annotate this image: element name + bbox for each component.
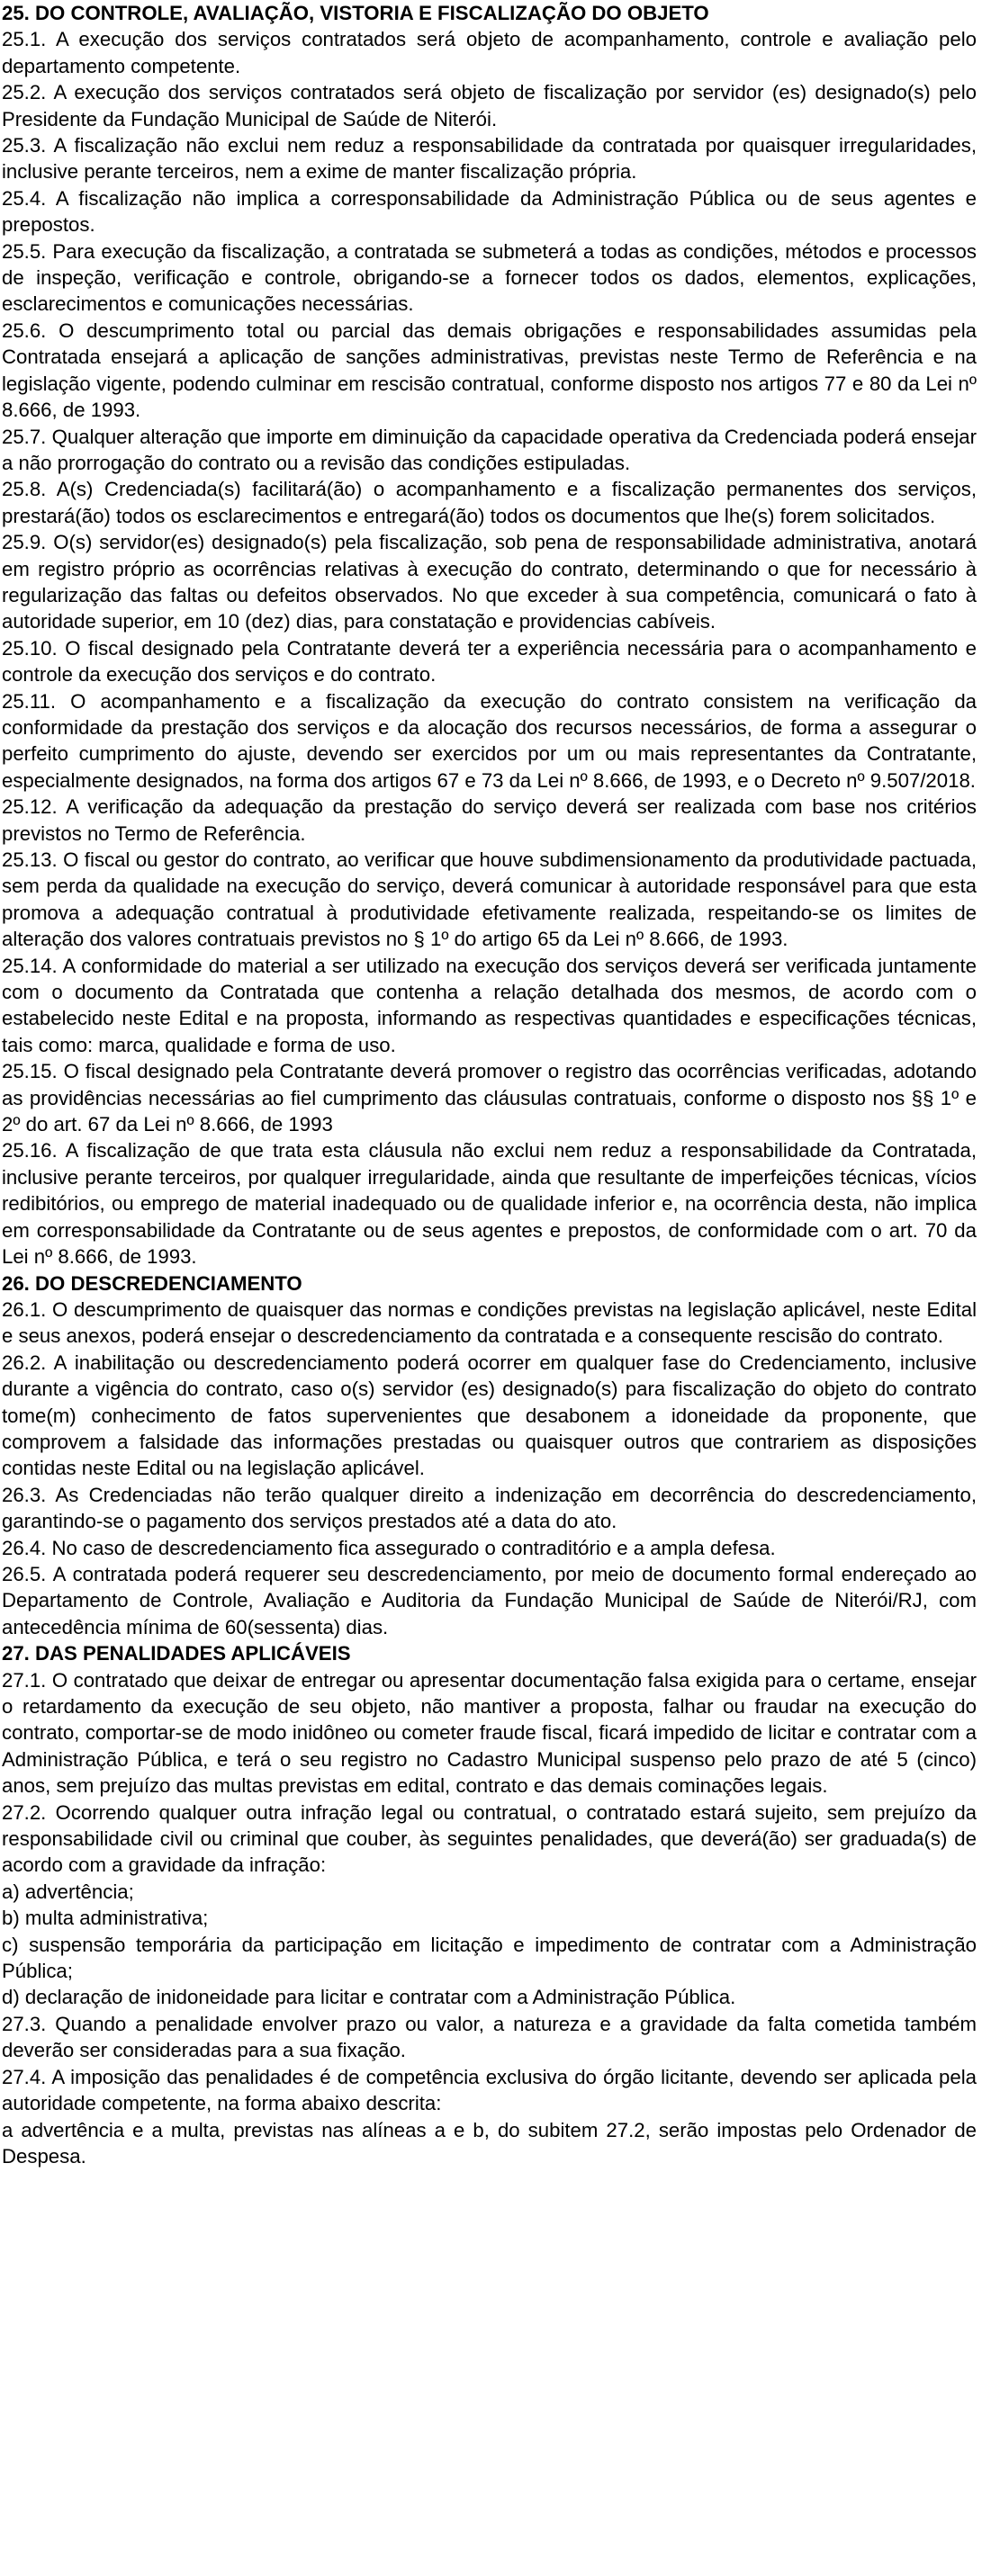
paragraph: 25.5. Para execução da fiscalização, a contratada se submeterá a todas as condições, métodos e processos de inspeção, verificação e controle, obrigando-se a fornecer todos os dados, elementos, explicações, esclarecimentos e comunicações necessárias. xyxy=(2,239,977,316)
paragraph: 27.2. Ocorrendo qualquer outra infração legal ou contratual, o contratado estará sujeito, sem prejuízo da responsabilidade civil ou criminal que couber, às seguintes penalidades, que deverá(ão) ser graduada(s) de acordo com a gravidade da infração: xyxy=(2,1800,977,1877)
paragraph: 26.4. No caso de descredenciamento fica assegurado o contraditório e a ampla defesa. xyxy=(2,1536,776,1559)
paragraph: 26.5. A contratada poderá requerer seu descredenciamento, por meio de documento formal endereçado ao Departamento de Controle, Avaliação e Auditoria da Fundação Municipal de Saúde de Niterói/RJ, com antecedência mínima de 60(sessenta) dias. xyxy=(2,1562,977,1638)
paragraph: a advertência e a multa, previstas nas alíneas a e b, do subitem 27.2, serão impostas pelo Ordenador de Despesa. xyxy=(2,2118,977,2168)
list-item: d) declaração de inidoneidade para licitar e contratar com a Administração Pública. xyxy=(2,1986,736,2009)
paragraph: 25.13. O fiscal ou gestor do contrato, ao verificar que houve subdimensionamento da produtividade pactuada, sem perda da qualidade na execução do serviço, deverá comunicar à autoridade responsável para que esta promova a adequação contratual à produtividade efetivamente realizada, respeitando-se os limites de alteração dos valores contratuais previstos no § 1º do artigo 65 da Lei nº 8.666, de 1993. xyxy=(2,848,977,951)
paragraph: 25.3. A fiscalização não exclui nem reduz a responsabilidade da contratada por quaisquer irregularidades, inclusive perante terceiros, nem a exime de manter fiscalização própria. xyxy=(2,134,977,184)
list-item: b) multa administrativa; xyxy=(2,1907,209,1930)
paragraph: 25.7. Qualquer alteração que importe em diminuição da capacidade operativa da Credenciada poderá ensejar a não prorrogação do contrato ou a revisão das condições estipuladas. xyxy=(2,425,977,474)
paragraph: 27.3. Quando a penalidade envolver prazo ou valor, a natureza e a gravidade da falta cometida também deverão ser consideradas para a sua fixação. xyxy=(2,2012,977,2062)
paragraph: 25.16. A fiscalização de que trata esta cláusula não exclui nem reduz a responsabilidade da Contratada, inclusive perante terceiros, por qualquer irregularidade, ainda que resultante de imperfeições técnicas, vícios redibitórios, ou emprego de material inadequado ou de qualidade inferior e, na ocorrência desta, não implica em corresponsabilidade da Contratante ou de seus agentes e prepostos, de conformidade com o art. 70 da Lei nº 8.666, de 1993. xyxy=(2,1139,977,1269)
paragraph: 25.1. A execução dos serviços contratados será objeto de acompanhamento, controle e avaliação pelo departamento competente. xyxy=(2,28,977,77)
paragraph: 27.1. O contratado que deixar de entregar ou apresentar documentação falsa exigida para o certame, ensejar o retardamento da execução de seu objeto, não mantiver a proposta, falhar ou fraudar na execução do contrato, comportar-se de modo inidôneo ou cometer fraude fiscal, ficará impedido de licitar e contratar com a Administração Pública, e terá o seu registro no Cadastro Municipal suspenso pelo prazo de até 5 (cinco) anos, sem prejuízo das multas previstas em edital, contrato e das demais cominações legais. xyxy=(2,1668,977,1798)
paragraph: 27.4. A imposição das penalidades é de competência exclusiva do órgão licitante, devendo ser aplicada pela autoridade competente, na forma abaixo descrita: xyxy=(2,2065,977,2115)
paragraph: 25.6. O descumprimento total ou parcial das demais obrigações e responsabilidades assumidas pela Contratada ensejará a aplicação de sanções administrativas, previstas neste Termo de Referência e na legislação vigente, podendo culminar em rescisão contratual, conforme disposto nos artigos 77 e 80 da Lei nº 8.666, de 1993. xyxy=(2,319,977,422)
paragraph: 25.12. A verificação da adequação da prestação do serviço deverá ser realizada com base nos critérios previstos no Termo de Referência. xyxy=(2,795,977,845)
section-heading: 26. DO DESCREDENCIAMENTO xyxy=(2,1271,302,1295)
paragraph: 25.2. A execução dos serviços contratados será objeto de fiscalização por servidor (es) designado(s) pelo Presidente da Fundação Municipal de Saúde de Niterói. xyxy=(2,81,977,130)
paragraph: 25.9. O(s) servidor(es) designado(s) pela fiscalização, sob pena de responsabilidade administrativa, anotará em registro próprio as ocorrências relativas à execução do contrato, determinando o que for necessário à regularização das faltas ou defeitos observados. No que exceder à sua competência, comunicará o fato à autoridade superior, em 10 (dez) dias, para constatação e providencias cabíveis. xyxy=(2,531,977,633)
paragraph: 25.14. A conformidade do material a ser utilizado na execução dos serviços deverá ser verificada juntamente com o documento da Contratada que contenha a relação detalhada dos mesmos, de acordo com o estabelecido neste Edital e na proposta, informando as respectivas quantidades e especificações técnicas, tais como: marca, qualidade e forma de uso. xyxy=(2,954,977,1056)
paragraph: 25.4. A fiscalização não implica a corresponsabilidade da Administração Pública ou de seus agentes e prepostos. xyxy=(2,186,977,237)
paragraph: 25.8. A(s) Credenciada(s) facilitará(ão) o acompanhamento e a fiscalização permanentes dos serviços, prestará(ão) todos os esclarecimentos e entregará(ão) todos os documentos que lhe(s) forem solicitados. xyxy=(2,478,977,527)
paragraph: 25.10. O fiscal designado pela Contratante deverá ter a experiência necessária para o acompanhamento e controle da execução dos serviços e do contrato. xyxy=(2,636,977,687)
paragraph: 25.11. O acompanhamento e a fiscalização da execução do contrato consistem na verificação da conformidade da prestação dos serviços e da alocação dos recursos necessários, de forma a assegurar o perfeito cumprimento do ajuste, devendo ser exercidos por um ou mais representantes da Contratante, especialmente designados, na forma dos artigos 67 e 73 da Lei nº 8.666, de 1993, e o Decreto nº 9.507/2018. xyxy=(2,689,977,792)
paragraph: 26.3. As Credenciadas não terão qualquer direito a indenização em decorrência do descredenciamento, garantindo-se o pagamento dos serviços prestados até a data do ato. xyxy=(2,1483,977,1533)
section-heading: 27. DAS PENALIDADES APLICÁVEIS xyxy=(2,1642,351,1665)
list-item: c) suspensão temporária da participação em licitação e impedimento de contratar com a Administração Pública; xyxy=(2,1933,977,1983)
paragraph: 26.1. O descumprimento de quaisquer das normas e condições previstas na legislação aplicável, neste Edital e seus anexos, poderá ensejar o descredenciamento da contratada e a consequente rescisão do contrato. xyxy=(2,1297,977,1348)
section-heading: 25. DO CONTROLE, AVALIAÇÃO, VISTORIA E FISCALIZAÇÃO DO OBJETO xyxy=(2,2,709,24)
list-item: a) advertência; xyxy=(2,1880,134,1903)
paragraph: 26.2. A inabilitação ou descredenciamento poderá ocorrer em qualquer fase do Credenciamento, inclusive durante a vigência do contrato, caso o(s) servidor (es) designado(s) para fiscalização do objeto do contrato tome(m) conhecimento de fatos supervenientes que desabonem a idoneidade da proponente, que comprovem a falsidade das informações prestadas ou quaisquer outros que contrariem as disposições contidas neste Edital ou na legislação aplicável. xyxy=(2,1351,977,1480)
paragraph: 25.15. O fiscal designado pela Contratante deverá promover o registro das ocorrências verificadas, adotando as providências necessárias ao fiel cumprimento das cláusulas contratuais, conforme o disposto nos §§ 1º e 2º do art. 67 da Lei nº 8.666, de 1993 xyxy=(2,1060,977,1136)
